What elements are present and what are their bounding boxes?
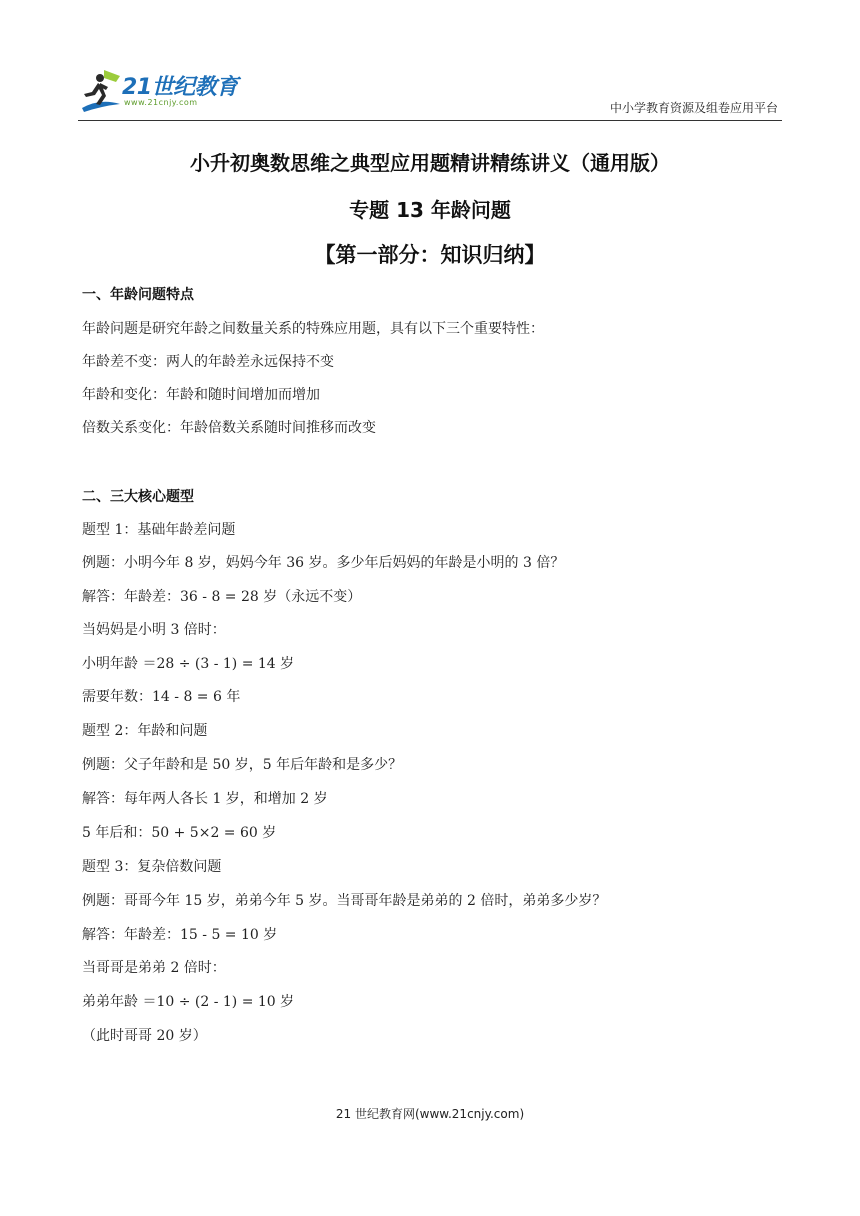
text-line: 题型 1：基础年龄差问题 xyxy=(82,522,236,538)
page-footer: 21 世纪教育网(www.21cnjy.com) xyxy=(335,1107,525,1121)
part-title: 【第一部分：知识归纳】 xyxy=(314,243,546,267)
text-line: （此时哥哥 20 岁） xyxy=(82,1028,207,1044)
text-line: 小明年龄 ＝28 ÷ (3 - 1) = 14 岁 xyxy=(82,656,295,672)
logo xyxy=(78,68,248,114)
text-line: 解答：每年两人各长 1 岁，和增加 2 岁 xyxy=(82,791,328,807)
text-line: 弟弟年龄 ＝10 ÷ (2 - 1) = 10 岁 xyxy=(82,994,295,1010)
text-line: 例题：哥哥今年 15 岁，弟弟今年 5 岁。当哥哥年龄是弟弟的 2 倍时，弟弟多少岁？ xyxy=(82,893,607,909)
text-line: 倍数关系变化：年龄倍数关系随时间推移而改变 xyxy=(82,420,376,436)
section-heading-2: 二、三大核心题型 xyxy=(82,489,194,505)
runner-icon xyxy=(78,68,122,114)
text-line: 5 年后和：50 + 5×2 = 60 岁 xyxy=(82,825,277,841)
text-line: 例题：小明今年 8 岁，妈妈今年 36 岁。多少年后妈妈的年龄是小明的 3 倍？ xyxy=(82,555,565,571)
document-title: 小升初奥数思维之典型应用题精讲精练讲义（通用版） xyxy=(190,151,670,175)
text-line: 题型 3：复杂倍数问题 xyxy=(82,859,222,875)
header-divider xyxy=(78,120,782,121)
text-line: 当哥哥是弟弟 2 倍时： xyxy=(82,960,226,976)
logo-url: www.21cnjy.com xyxy=(124,98,198,107)
section-heading-1: 一、年龄问题特点 xyxy=(82,287,194,303)
text-line: 年龄和变化：年龄和随时间增加而增加 xyxy=(82,387,320,403)
logo-text: 21世纪教育 xyxy=(122,75,238,100)
text-line: 题型 2：年龄和问题 xyxy=(82,723,208,739)
text-line: 当妈妈是小明 3 倍时： xyxy=(82,622,226,638)
text-line: 年龄问题是研究年龄之间数量关系的特殊应用题，具有以下三个重要特性： xyxy=(82,321,544,337)
text-line: 解答：年龄差：15 - 5 = 10 岁 xyxy=(82,927,278,943)
page-header xyxy=(0,0,860,125)
text-line: 年龄差不变：两人的年龄差永远保持不变 xyxy=(82,354,334,370)
text-line: 需要年数：14 - 8 = 6 年 xyxy=(82,689,241,705)
text-line: 例题：父子年龄和是 50 岁，5 年后年龄和是多少？ xyxy=(82,757,403,773)
text-line: 解答：年龄差：36 - 8 = 28 岁（永远不变） xyxy=(82,589,362,605)
topic-title: 专题 13 年龄问题 xyxy=(349,198,511,222)
platform-label: 中小学教育资源及组卷应用平台 xyxy=(609,101,778,115)
